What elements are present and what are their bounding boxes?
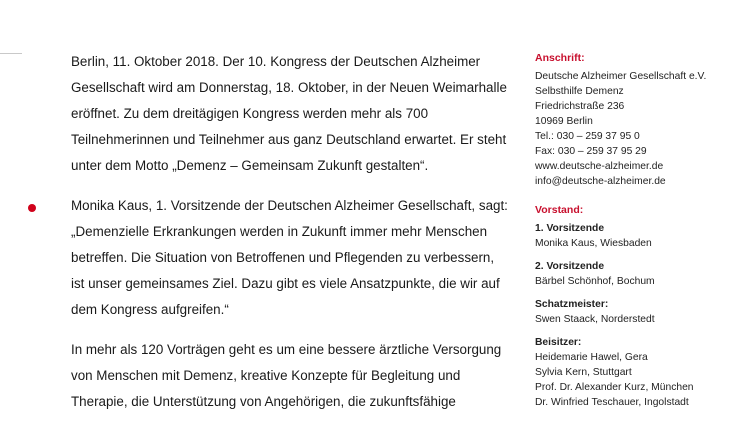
address-block [535, 51, 740, 189]
red-bullet-marker [28, 204, 36, 212]
board-name: Bärbel Schönhof, Bochum [535, 276, 655, 287]
board-name: Dr. Winfried Teschauer, Ingolstadt [535, 397, 689, 408]
sidebar [535, 51, 740, 424]
board-role-assessors: Beisitzer: [535, 337, 582, 348]
board-block [535, 203, 740, 410]
address-heading: Anschrift: [535, 52, 585, 64]
board-role-treasurer: Schatzmeister: [535, 299, 609, 310]
board-role-vice-chair: 2. Vorsitzende [535, 261, 605, 272]
board-name: Monika Kaus, Wiesbaden [535, 238, 652, 249]
board-name: Prof. Dr. Alexander Kurz, München [535, 382, 694, 393]
board-name: Sylvia Kern, Stuttgart [535, 367, 632, 378]
address-line-phone: Tel.: 030 – 259 37 95 0 [535, 131, 640, 142]
board-heading: Vorstand: [535, 204, 584, 216]
address-line-city: 10969 Berlin [535, 116, 593, 127]
board-role-chair: 1. Vorsitzende [535, 223, 605, 234]
address-line-sub: Selbsthilfe Demenz [535, 86, 624, 97]
paragraph-quote: Monika Kaus, 1. Vorsitzende der Deutschen Alzheimer Gesellschaft, sagt: „Demenzielle Erkrankungen werden in Zukunft immer mehr Menschen betreffen. Die Situation von Betroffenen und Pflegenden zu verbessern, ist unser gemeinsames Ziel. Dazu gibt es viele Ansatzpunkte, die wir auf dem Kongress aufgreifen.“ [71, 198, 508, 317]
address-line-fax: Fax: 030 – 259 37 95 29 [535, 146, 647, 157]
website-link[interactable]: www.deutsche-alzheimer.de [535, 161, 664, 172]
paragraph-program: In mehr als 120 Vorträgen geht es um eine bessere ärztliche Versorgung von Menschen mit Demenz, kreative Konzepte für Begleitung und Therapie, die Unterstützung von Angehörigen, die zukunftsfähige [71, 342, 502, 409]
paragraph-intro: Berlin, 11. Oktober 2018. Der 10. Kongress der Deutschen Alzheimer Gesellschaft wird am Donnerstag, 18. Oktober, in der Neuen Weimarhalle eröffnet. Zu dem dreitägigen Kongress werden mehr als 700 Teilnehmerinnen und Teilnehmer aus ganz Deutschland erwartet. Er steht unter dem Motto „Demenz – Gemeinsam Zukunft gestalten“. [71, 54, 507, 173]
top-rule [0, 53, 22, 54]
board-name: Swen Staack, Norderstedt [535, 314, 655, 325]
address-line-org: Deutsche Alzheimer Gesellschaft e.V. [535, 71, 707, 82]
email-link[interactable]: info@deutsche-alzheimer.de [535, 176, 666, 187]
press-release-body [71, 49, 511, 429]
address-line-street: Friedrichstraße 236 [535, 101, 625, 112]
board-name: Heidemarie Hawel, Gera [535, 352, 648, 363]
